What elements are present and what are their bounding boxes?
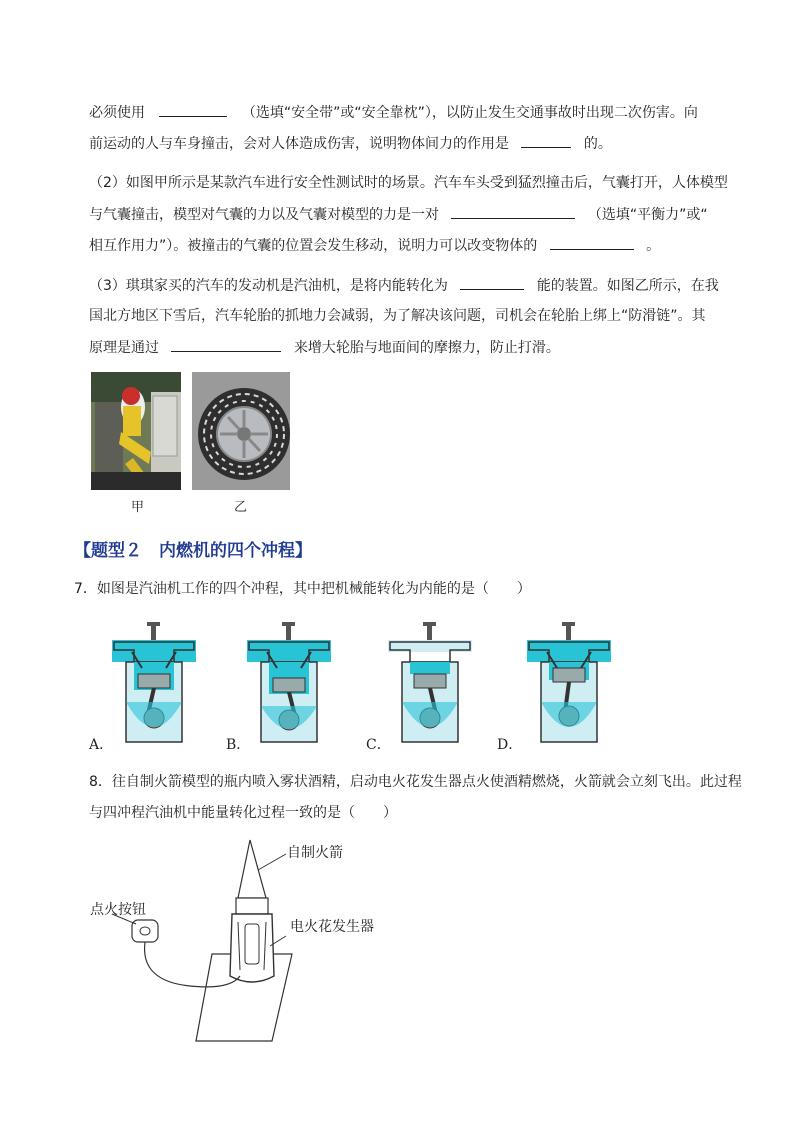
- q6-text: 。: [646, 238, 661, 254]
- rocket-diagram: [90, 836, 310, 1046]
- q6-line-3: [89, 173, 728, 193]
- q6-text: （3）琪琪家买的汽车的发动机是汽油机，是将内能转化为: [89, 278, 448, 294]
- engine-diagram-d[interactable]: [527, 622, 611, 744]
- crash-test-photo: [91, 372, 181, 490]
- section-heading: 【题型２ 内燃机的四个冲程】: [74, 541, 312, 561]
- snow-chain-photo: [192, 372, 290, 490]
- answer-blank-6[interactable]: [171, 337, 281, 352]
- q6-text: 前运动的人与车身撞击，会对人体造成伤害，说明物体间力的作用是: [89, 136, 509, 152]
- q6-line-8: [89, 337, 560, 358]
- q6-text: 与气囊撞击，模型对气囊的力以及气囊对模型的力是一对: [89, 207, 439, 223]
- q6-text: （2）如图甲所示是某款汽车进行安全性测试时的场景。汽车车头受到猛烈撞击后，气囊打开，人体模型: [89, 175, 728, 191]
- engine-diagram-a[interactable]: [112, 622, 196, 744]
- q6-text: 的。: [583, 136, 612, 152]
- q8-line-1: 8．往自制火箭模型的瓶内喷入雾状酒精，启动电火花发生器点火使酒精燃烧，火箭就会立刻飞出。此过程: [89, 774, 742, 790]
- q7-stem: 7．如图是汽油机工作的四个冲程，其中把机械能转化为内能的是（ ）: [74, 581, 531, 597]
- answer-blank-5[interactable]: [460, 275, 524, 290]
- label-spark-generator: 电火花发生器: [290, 919, 374, 935]
- q6-line-7: [89, 306, 706, 326]
- answer-blank-4[interactable]: [550, 235, 634, 250]
- label-rocket: 自制火箭: [287, 845, 343, 861]
- q6-text: 国北方地区下雪后，汽车轮胎的抓地力会减弱，为了解决该问题，司机会在轮胎上绑上“防滑链”。其: [89, 308, 706, 324]
- engine-diagram-b[interactable]: [247, 622, 331, 744]
- q6-text: 必须使用: [89, 105, 145, 121]
- q6-text: （选填“安全带”或“安全靠枕”），以防止发生交通事故时出现二次伤害。向: [241, 105, 698, 121]
- option-c-label[interactable]: C．: [366, 737, 391, 753]
- q6-text: 能的装置。如图乙所示，在我: [536, 278, 719, 294]
- label-ignition-button: 点火按钮: [90, 902, 146, 918]
- answer-blank-3[interactable]: [451, 204, 575, 219]
- option-d-label[interactable]: D．: [497, 737, 523, 753]
- engine-diagram-c[interactable]: [388, 622, 472, 744]
- answer-blank-2[interactable]: [521, 133, 571, 148]
- rocket-nose: [238, 840, 266, 898]
- q6-line-5: [89, 235, 660, 256]
- option-a-label[interactable]: A．: [89, 737, 114, 753]
- caption-jia: 甲: [131, 500, 145, 515]
- option-b-label[interactable]: B．: [226, 737, 251, 753]
- caption-yi: 乙: [234, 500, 248, 515]
- q8-line-2: 与四冲程汽油机中能量转化过程一致的是（ ）: [89, 805, 397, 821]
- q6-line-2: [89, 133, 612, 154]
- q6-line-1: [89, 102, 698, 123]
- q6-line-4: [89, 204, 708, 225]
- q6-text: 来增大轮胎与地面间的摩擦力，防止打滑。: [293, 340, 560, 356]
- q6-text: （选填“平衡力”或“: [587, 207, 708, 223]
- q6-text: 相互作用力”）。被撞击的气囊的位置会发生移动，说明力可以改变物体的: [89, 238, 538, 254]
- answer-blank-1[interactable]: [159, 102, 227, 117]
- q6-text: 原理是通过: [89, 340, 159, 356]
- q6-line-6: [89, 275, 719, 296]
